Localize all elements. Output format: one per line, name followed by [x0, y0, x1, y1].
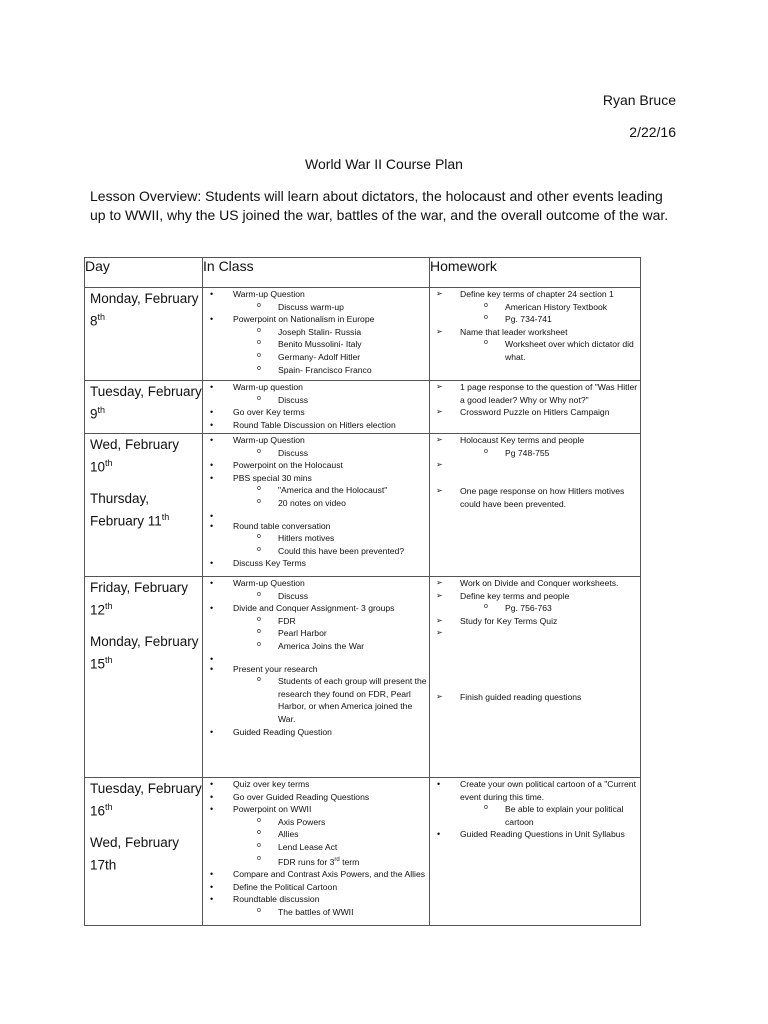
- list-item: ➢ Study for Key Terms Quiz: [430, 615, 640, 628]
- list-item: • PBS special 30 mins o "America and the Holocaust" o 20 notes on video: [203, 472, 429, 510]
- document-title: World War II Course Plan: [305, 156, 463, 172]
- sub-list-item: o The battles of WWII: [233, 906, 429, 919]
- list-item: • Create your own political cartoon of a "Current event during this time. o Be able to explain your political cartoon: [430, 778, 640, 828]
- day-label: Wed, February 17th: [90, 834, 180, 872]
- list-item: • Compare and Contrast Axis Powers, and the Allies: [203, 868, 429, 881]
- sub-list-item: o Spain- Francisco Franco: [233, 364, 429, 377]
- sub-list-item: o Discuss: [233, 394, 429, 407]
- day-label: Monday, February 8th: [90, 291, 199, 329]
- sub-list-item: o America Joins the War: [233, 640, 429, 653]
- table-row: [85, 778, 641, 926]
- list-item: ➢ Define key terms and people o Pg. 756-763: [430, 590, 640, 615]
- sub-list-item: o Pg. 734-741: [460, 313, 640, 326]
- sub-list-item: o Allies: [233, 828, 429, 841]
- column-header-day: Day: [85, 258, 203, 288]
- homework-cell: [430, 577, 641, 778]
- day-label: Tuesday, February 16th: [90, 781, 202, 819]
- list-item: • Round Table Discussion on Hitlers election: [203, 419, 429, 432]
- sub-list-item: o Could this have been prevented?: [233, 545, 429, 558]
- list-item: ➢ Define key terms of chapter 24 section 1 o American History Textbook o Pg. 734-741: [430, 288, 640, 326]
- sub-list-item: o Worksheet over which dictator did what.: [460, 338, 640, 363]
- sub-list-item: o Discuss warm-up: [233, 301, 429, 314]
- list-item: ➢ Holocaust Key terms and people o Pg 748-755: [430, 434, 640, 459]
- list-item: • Guided Reading Question: [203, 726, 429, 739]
- sub-list-item: o Pg. 756-763: [460, 602, 640, 615]
- table-row: [85, 381, 641, 434]
- sub-list-item: o Hitlers motives: [233, 532, 429, 545]
- table-row: [85, 288, 641, 381]
- list-item: • Powerpoint on the Holocaust: [203, 459, 429, 472]
- sub-list-item: o Lend Lease Act: [233, 841, 429, 854]
- in-class-cell: [203, 434, 430, 577]
- day-label: Wed, February 10th: [90, 437, 180, 475]
- table-row: [85, 434, 641, 577]
- sub-list-item: o Pearl Harbor: [233, 627, 429, 640]
- in-class-cell: [203, 778, 430, 926]
- sub-list-item: o Students of each group will present the research they found on FDR, Pearl Harbor, or when America joined the War.: [233, 675, 429, 725]
- day-cell: [85, 577, 203, 778]
- list-item: • Go over Key terms: [203, 406, 429, 419]
- list-item: • Guided Reading Questions in Unit Syllabus: [430, 828, 640, 841]
- table-row: [85, 577, 641, 778]
- list-item: ➢ Work on Divide and Conquer worksheets.: [430, 577, 640, 590]
- homework-cell: [430, 434, 641, 577]
- in-class-cell: [203, 288, 430, 381]
- day-cell: [85, 434, 203, 577]
- list-item: • Warm-up Question o Discuss: [203, 577, 429, 602]
- list-item: ➢ Crossword Puzzle on Hitlers Campaign: [430, 406, 640, 419]
- sub-list-item: o FDR: [233, 615, 429, 628]
- sub-list-item: o Joseph Stalin- Russia: [233, 326, 429, 339]
- list-item: ➢ Finish guided reading questions: [430, 691, 640, 704]
- sub-list-item: o Benito Mussolini- Italy: [233, 338, 429, 351]
- sub-list-item: o Axis Powers: [233, 816, 429, 829]
- day-label: Thursday, February 11th: [90, 490, 170, 528]
- list-item: • Powerpoint on WWII o Axis Powers o Allies o Lend Lease Act o FDR runs for 3rd term: [203, 803, 429, 868]
- course-plan-table: [84, 257, 641, 926]
- list-item: • Discuss Key Terms: [203, 557, 429, 570]
- day-label: Tuesday, February 9th: [90, 384, 202, 422]
- list-item: • Round table conversation o Hitlers motives o Could this have been prevented?: [203, 520, 429, 558]
- homework-cell: [430, 288, 641, 381]
- author-name: Ryan Bruce: [602, 92, 676, 108]
- day-cell: [85, 778, 203, 926]
- day-label: Monday, February 15th: [90, 633, 199, 671]
- in-class-cell: [203, 381, 430, 434]
- day-cell: [85, 288, 203, 381]
- day-cell: [85, 381, 203, 434]
- sub-list-item: o American History Textbook: [460, 301, 640, 314]
- list-item: ➢ Name that leader worksheet o Worksheet over which dictator did what.: [430, 326, 640, 364]
- day-label: Friday, February 12th: [90, 580, 189, 618]
- list-item: • Warm-up Question o Discuss warm-up: [203, 288, 429, 313]
- sub-list-item: o "America and the Holocaust": [233, 484, 429, 497]
- list-item: ➢ One page response on how Hitlers motives could have been prevented.: [430, 485, 640, 510]
- homework-cell: [430, 381, 641, 434]
- list-item: • Powerpoint on Nationalism in Europe o Joseph Stalin- Russia o Benito Mussolini- Italy o Germany- Adolf Hitler o Spain- Francisco Franco: [203, 313, 429, 376]
- sub-list-item: o Be able to explain your political cartoon: [460, 803, 640, 828]
- in-class-cell: [203, 577, 430, 778]
- sub-list-item: o FDR runs for 3rd term: [233, 854, 429, 868]
- list-item: • Warm-up Question o Discuss: [203, 434, 429, 459]
- lesson-overview: Lesson Overview: Students will learn about dictators, the holocaust and other events leading up to WWII, why the US joined the war, battles of the war, and the overall outcome of the war.: [90, 188, 669, 223]
- sub-list-item: o Discuss: [233, 590, 429, 603]
- sub-list-item: o 20 notes on video: [233, 497, 429, 510]
- homework-cell: [430, 778, 641, 926]
- list-item: • Roundtable discussion o The battles of WWII: [203, 893, 429, 918]
- list-item: ➢ 1 page response to the question of "Was Hitler a good leader? Why or Why not?": [430, 381, 640, 406]
- column-header-in-class: In Class: [203, 258, 430, 288]
- list-item: • Go over Guided Reading Questions: [203, 791, 429, 804]
- list-item: • Quiz over key terms: [203, 778, 429, 791]
- list-item: • Divide and Conquer Assignment- 3 groups o FDR o Pearl Harbor o America Joins the War: [203, 602, 429, 652]
- column-header-homework: Homework: [430, 258, 641, 288]
- sub-list-item: o Pg 748-755: [460, 447, 640, 460]
- list-item: • Warm-up question o Discuss: [203, 381, 429, 406]
- list-item: • Present your research o Students of each group will present the research they found on FDR, Pearl Harbor, or when America joined the War.: [203, 663, 429, 726]
- sub-list-item: o Discuss: [233, 447, 429, 460]
- table-header-row: [85, 258, 641, 288]
- document-date: 2/22/16: [629, 124, 676, 140]
- list-item: • Define the Political Cartoon: [203, 881, 429, 894]
- sub-list-item: o Germany- Adolf Hitler: [233, 351, 429, 364]
